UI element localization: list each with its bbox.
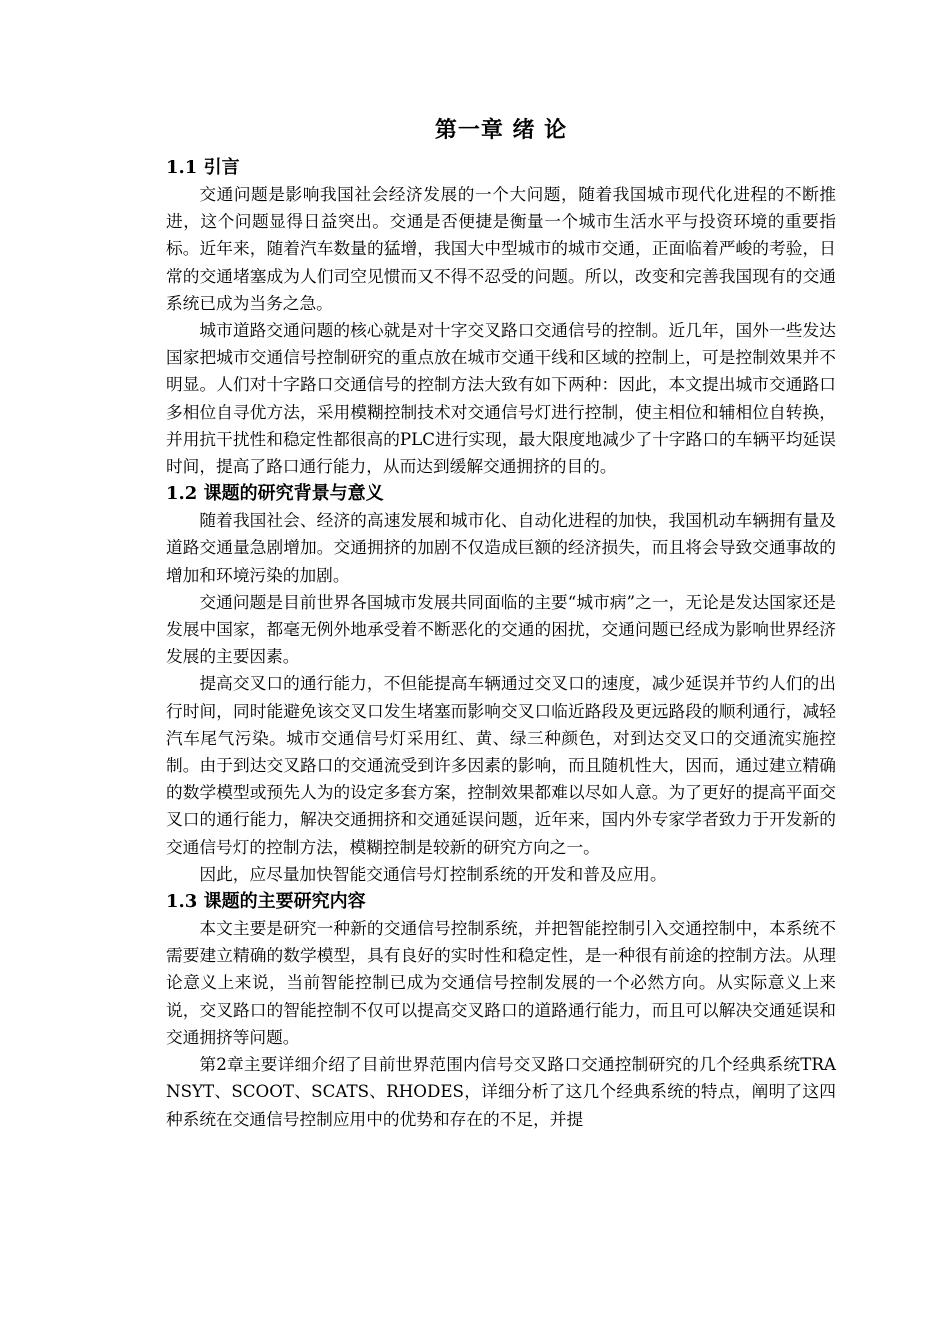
paragraph: 提高交叉口的通行能力，不但能提高车辆通过交叉口的速度，减少延误并节约人们的出行时间，同时能避免该交叉口发生堵塞而影响交叉口临近路段及更远路段的顺利通行，减轻汽车尾气污染。城市交通信号灯采用红、黄、绿三种颜色，对到达交叉口的交通流实施控制。由于到达交叉路口的交通流受到许多因素的影响，而且随机性大，因而，通过建立精确的数学模型或预先人为的设定多套方案，控制效果都难以尽如人意。为了更好的提高平面交叉口的通行能力，解决交通拥挤和交通延误问题，近年来，国内外专家学者致力于开发新的交通信号灯的控制方法，模糊控制是较新的研究方向之一。: [166, 673, 836, 857]
section-introduction: [166, 154, 836, 480]
section-heading: 1.1 引言: [166, 157, 240, 178]
chapter-title: 第一章 绪 论: [434, 117, 568, 143]
paragraph: 交通问题是影响我国社会经济发展的一个大问题，随着我国城市现代化进程的不断推进，这个问题显得日益突出。交通是否便捷是衡量一个城市生活水平与投资环境的重要指标。近年来，随着汽车数量的猛增，我国大中型城市的城市交通，正面临着严峻的考验，日常的交通堵塞成为人们司空见惯而又不得不忍受的问题。所以，改变和完善我国现有的交通系统已成为当务之急。: [166, 184, 836, 313]
section-research-content: [166, 888, 836, 1133]
paragraph: 交通问题是目前世界各国城市发展共同面临的主要“城市病”之一，无论是发达国家还是发展中国家，都毫无例外地承受着不断恶化的交通的困扰，交通问题已经成为影响世界经济发展的主要因素。: [166, 591, 836, 667]
paragraph: 第2章主要详细介绍了目前世界范围内信号交叉路口交通控制研究的几个经典系统TRANSYT、SCOOT、SCATS、RHODES，详细分析了这几个经典系统的特点，阐明了这四种系统在交通信号控制应用中的优势和存在的不足，并提: [166, 1054, 836, 1129]
paragraph: 城市道路交通问题的核心就是对十字交叉路口交通信号的控制。近几年，国外一些发达国家把城市交通信号控制研究的重点放在城市交通干线和区域的控制上，可是控制效果并不明显。人们对十字路口交通信号的控制方法大致有如下两种：因此，本文提出城市交通路口多相位自寻优方法，采用模糊控制技术对交通信号灯进行控制，使主相位和辅相位自转换，并用抗干扰性和稳定性都很高的PLC进行实现，最大限度地减少了十字路口的车辆平均延误时间，提高了路口通行能力，从而达到缓解交通拥挤的目的。: [166, 320, 836, 477]
section-heading: 1.2 课题的研究背景与意义: [166, 483, 384, 505]
document-page: [166, 112, 836, 1133]
paragraph: 随着我国社会、经济的高速发展和城市化、自动化进程的加快，我国机动车辆拥有量及道路交通量急剧增加。交通拥挤的加剧不仅造成巨额的经济损失，而且将会导致交通事故的增加和环境污染的加剧。: [166, 510, 836, 585]
section-heading: 1.3 课题的主要研究内容: [166, 891, 366, 913]
paragraph: 因此，应尽量加快智能交通信号灯控制系统的开发和普及应用。: [199, 863, 667, 884]
section-background: [166, 480, 836, 888]
paragraph: 本文主要是研究一种新的交通信号控制系统，并把智能控制引入交通控制中，本系统不需要建立精确的数学模型，具有良好的实时性和稳定性，是一种很有前途的控制方法。从理论意义上来说，当前智能控制已成为交通信号控制发展的一个必然方向。从实际意义上来说，交叉路口的智能控制不仅可以提高交叉路口的道路通行能力，而且可以解决交通延误和交通拥挤等问题。: [166, 918, 836, 1047]
